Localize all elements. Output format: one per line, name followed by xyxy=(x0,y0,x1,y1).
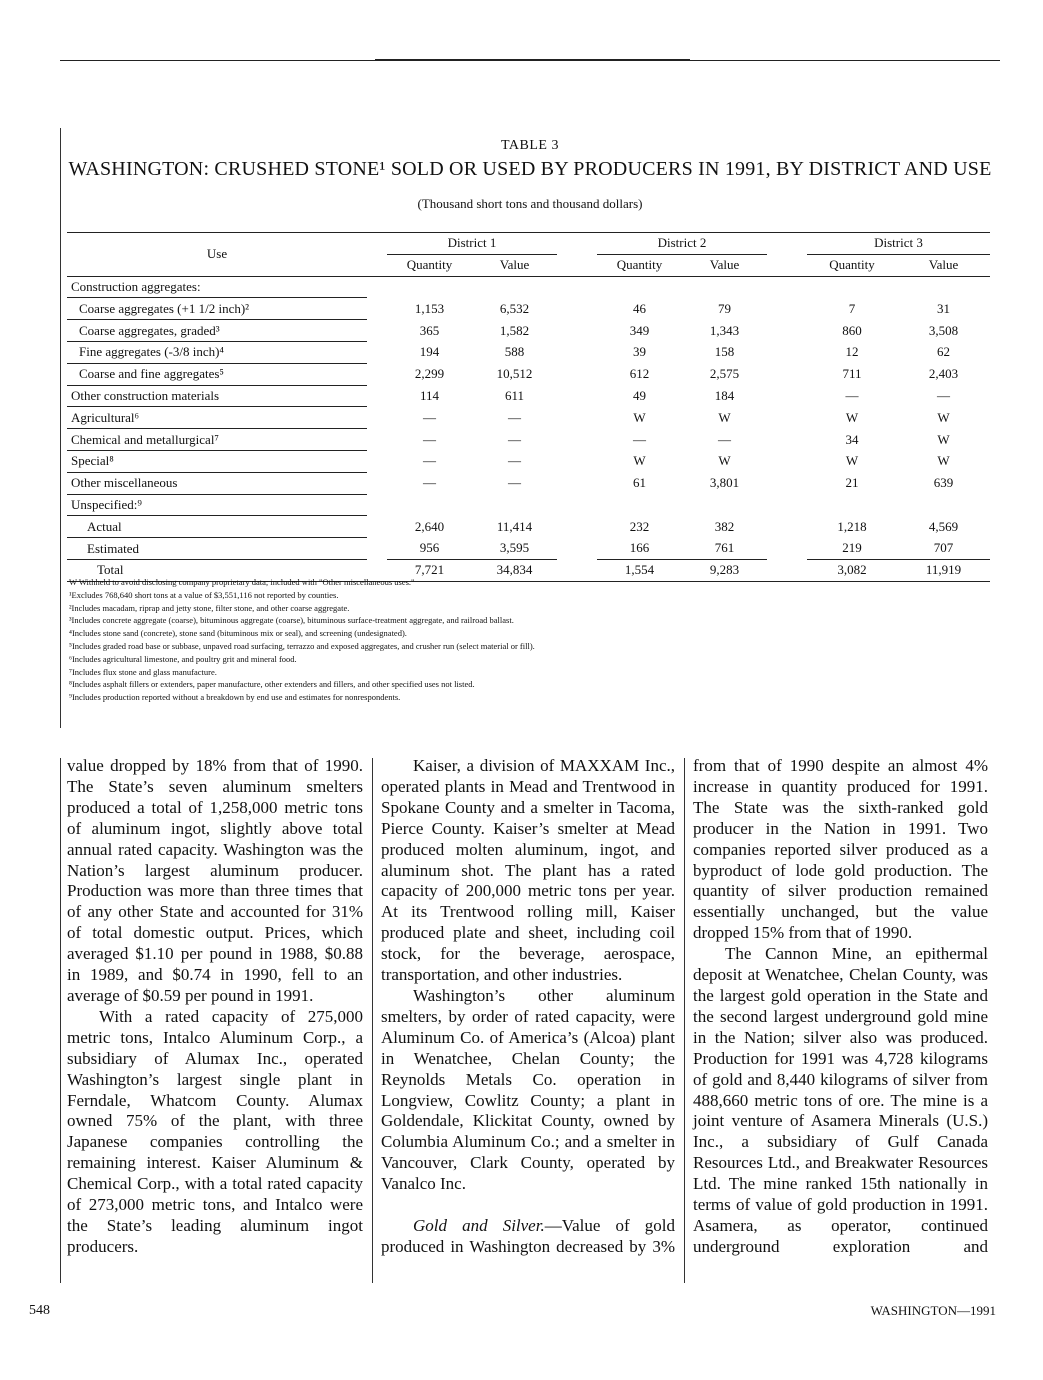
cell: 1,582 xyxy=(499,322,530,338)
cell: — xyxy=(423,431,436,447)
paragraph: from that of 1990 despite an almost 4% increase in quantity produced for 1991. The State was the sixth-ranked gold producer in the Nation in 1991. Two companies reported silver produced as a byproduct of lode gold production. The quantity of silver production remained essentially unchanged, but the value dropped 15% from that of 1990. xyxy=(693,756,988,943)
section-construction: Construction aggregates: xyxy=(67,276,367,298)
cell: W xyxy=(718,453,731,469)
cell: 62 xyxy=(937,344,950,360)
table-units: (Thousand short tons and thousand dollars) xyxy=(417,196,643,211)
text-column-3 xyxy=(693,756,988,1258)
running-title: WASHINGTON—1991 xyxy=(870,1303,996,1318)
table-row xyxy=(67,363,990,385)
cell: 1,554 xyxy=(597,559,682,581)
header-quantity: Quantity xyxy=(807,254,897,276)
footnote: ²Includes macadam, riprap and jetty stone, filter stone, and other coarse aggregate. xyxy=(69,602,350,613)
table-header-row-1 xyxy=(67,233,990,255)
cell: 3,082 xyxy=(807,559,897,581)
cell: W xyxy=(718,409,731,425)
cell: 232 xyxy=(629,518,650,534)
cell: W xyxy=(633,453,646,469)
construction-rows xyxy=(67,298,990,385)
top-rule-thick xyxy=(375,59,690,61)
cell: 49 xyxy=(633,387,646,403)
footnote: ⁴Includes stone sand (concrete), stone sand (bituminous mix or seal), and screening (undesignated). xyxy=(69,628,407,639)
row-label: Coarse aggregates, graded³ xyxy=(67,320,367,342)
footnote: ⁸Includes asphalt fillers or extenders, paper manufacture, other extenders and fillers, and other specified uses not listed. xyxy=(69,679,475,690)
section-unspecified: Unspecified:⁹ xyxy=(67,494,367,516)
cell: 1,343 xyxy=(709,322,740,338)
footnote: ⁵Includes graded road base or subbase, unpaved road surfacing, terrazzo and exposed aggregates, and crusher run (select material or fill). xyxy=(69,641,535,651)
header-value: Value xyxy=(897,254,990,276)
cell: 219 xyxy=(807,538,897,560)
cell: 711 xyxy=(842,366,862,382)
cell: W xyxy=(937,431,950,447)
cell: — xyxy=(633,431,646,447)
table-row-unspecified xyxy=(67,494,990,516)
table-left-rule xyxy=(60,128,61,728)
cell: 382 xyxy=(714,518,735,534)
cell: 184 xyxy=(714,387,735,403)
row-label: Fine aggregates (-3/8 inch)⁴ xyxy=(67,341,367,363)
cell: 34,834 xyxy=(472,559,557,581)
cell: 1,218 xyxy=(837,518,867,534)
row-estimated-label: Estimated xyxy=(67,538,367,560)
cell: 21 xyxy=(845,475,859,491)
cell: W xyxy=(845,453,859,469)
table-row xyxy=(67,450,990,472)
paragraph: value dropped by 18% from that of 1990. The State’s seven aluminum smelters produced a total of 1,258,000 metric tons of aluminum ingot, slightly above total annual rated capacity. Washington was the Nation’s largest aluminum producer. Production was more than three times that of any other State and accounted for 31% of total domestic output. Prices, which averaged $1.10 per pound in 1988, $0.88 in 1989, and $0.74 in 1990, fell to an average of $0.59 per pound in 1991. xyxy=(67,756,363,1005)
cell: 114 xyxy=(419,387,440,403)
left-margin-rule xyxy=(60,758,61,1283)
footnote: W Withheld to avoid disclosing company proprietary data; included with "Other miscellaneous uses." xyxy=(69,577,415,587)
table-row xyxy=(67,385,990,407)
row-label: Other miscellaneous xyxy=(67,472,367,494)
cell: 12 xyxy=(845,344,859,360)
header-quantity: Quantity xyxy=(597,254,682,276)
cell: 194 xyxy=(419,344,440,360)
other-rows xyxy=(67,385,990,494)
cell: — xyxy=(937,387,950,403)
cell: 11,414 xyxy=(496,518,533,534)
cell: 9,283 xyxy=(682,559,767,581)
cell: 761 xyxy=(682,538,767,560)
cell: 611 xyxy=(504,387,525,403)
cell: 31 xyxy=(937,300,950,316)
cell: 158 xyxy=(714,344,735,360)
cell: W xyxy=(633,409,646,425)
cell: 3,801 xyxy=(709,475,740,491)
cell: 7,721 xyxy=(387,559,472,581)
cell: 79 xyxy=(718,300,731,316)
paragraph: Washington’s other aluminum smelters, by order of rated capacity, were Aluminum Co. of America’s (Alcoa) plant in Wenatchee, Chelan County; the Reynolds Metals Co. operation in Longview, Cowlitz County; a plant in Goldendale, Klickitat County, owned by Columbia Aluminum Co.; and a smelter in Vancouver, Clark County, operated by Vanalco Inc. xyxy=(381,985,675,1194)
cell: 3,508 xyxy=(928,322,959,338)
row-actual-label: Actual xyxy=(67,516,367,538)
cell: 2,299 xyxy=(414,366,445,382)
header-value: Value xyxy=(472,254,557,276)
cell: 11,919 xyxy=(897,559,990,581)
row-label: Coarse aggregates (+1 1/2 inch)² xyxy=(67,298,367,320)
table-row xyxy=(67,320,990,342)
row-total-label: Total xyxy=(67,559,367,581)
cell: 10,512 xyxy=(496,366,533,382)
table-row-actual xyxy=(67,516,990,538)
cell: W xyxy=(937,453,950,469)
header-quantity: Quantity xyxy=(387,254,472,276)
cell: 2,640 xyxy=(414,518,445,534)
cell: 860 xyxy=(842,322,862,338)
cell: 2,403 xyxy=(928,366,959,382)
cell: — xyxy=(423,475,436,491)
row-label: Coarse and fine aggregates⁵ xyxy=(67,363,367,385)
cell: — xyxy=(508,475,521,491)
cell: — xyxy=(508,453,521,469)
table-row-construction xyxy=(67,276,990,298)
cell: — xyxy=(423,409,436,425)
paragraph: Kaiser, a division of MAXXAM Inc., operated plants in Mead and Trentwood in Spokane County and a smelter in Tacoma, Pierce County. Kaiser’s smelter at Mead produced molten aluminum, ingot, and aluminum shot. The plant has a rated capacity of 200,000 metric tons per year. At its Trentwood rolling mill, Kaiser produced plate and sheet, including coil stock, for the beverage, aerospace, transportation, and other industries. xyxy=(381,756,675,985)
cell: 3,595 xyxy=(472,538,557,560)
cell: 956 xyxy=(387,538,472,560)
header-district-2: District 2 xyxy=(597,233,767,255)
cell: W xyxy=(937,409,950,425)
cell: 39 xyxy=(633,344,646,360)
table-row xyxy=(67,429,990,451)
column-rule-1 xyxy=(372,758,373,1283)
cell: 365 xyxy=(419,322,440,338)
cell: 4,569 xyxy=(928,518,959,534)
footnote: ¹Excludes 768,640 short tons at a value of $3,551,116 not reported by counties. xyxy=(69,589,339,600)
cell: 349 xyxy=(629,322,650,338)
cell: 707 xyxy=(897,538,990,560)
header-district-3: District 3 xyxy=(807,233,990,255)
cell: 612 xyxy=(629,366,650,382)
page-number: 548 xyxy=(29,1303,50,1318)
cell: 6,532 xyxy=(499,300,530,316)
footnote: ⁶Includes agricultural limestone, and poultry grit and mineral food. xyxy=(69,653,297,664)
cell: 1,153 xyxy=(414,300,445,316)
cell: — xyxy=(423,453,436,469)
table-row xyxy=(67,407,990,429)
table-row xyxy=(67,341,990,363)
table-row xyxy=(67,298,990,320)
cell: 639 xyxy=(933,475,954,491)
footnote: ⁷Includes flux stone and glass manufacture. xyxy=(69,666,217,677)
column-rule-2 xyxy=(684,758,685,1283)
cell: 166 xyxy=(597,538,682,560)
table-title: WASHINGTON: CRUSHED STONE¹ SOLD OR USED BY PRODUCERS IN 1991, BY DISTRICT AND USE xyxy=(68,158,992,180)
text-column-2 xyxy=(381,756,675,1258)
paragraph: With a rated capacity of 275,000 metric tons, Intalco Aluminum Corp., a subsidiary of Alumax Inc., operated Washington’s largest single plant in Ferndale, Whatcom County. Alumax owned 75% of the plant, with three Japanese companies controlling the remaining interest. Kaiser Aluminum & Chemical Corp., with a total rated capacity of 273,000 metric tons, and Intalco were the State’s leading aluminum ingot producers. xyxy=(67,1006,363,1256)
header-use: Use xyxy=(67,233,367,277)
cell: — xyxy=(718,431,731,447)
row-label: Other construction materials xyxy=(67,385,367,407)
header-district-1: District 1 xyxy=(387,233,557,255)
cell: W xyxy=(845,409,859,425)
gold-silver-heading: Gold and Silver. xyxy=(413,1216,545,1236)
cell: 588 xyxy=(504,344,525,360)
header-value: Value xyxy=(682,254,767,276)
footnote: ³Includes concrete aggregate (coarse), bituminous aggregate (coarse), bituminous surface-treatment aggregate, and railroad ballast. xyxy=(69,615,514,626)
paragraph: The Cannon Mine, an epithermal deposit at Wenatchee, Chelan County, was the largest gold operation in the State and the second largest underground gold mine in the Nation; silver also was produced. Production for 1991 was 4,728 kilograms of gold and 8,440 kilograms of silver from 488,660 metric tons of ore. The mine is a joint venture of Asamera Minerals (U.S.) Inc., a subsidiary of Gulf Canada Resources Ltd., and Breakwater Resources Ltd. The mine ranked 15th nationally in terms of value of gold production in 1991. Asamera, as operator, continued underground exploration and xyxy=(693,944,988,1256)
footnote: ⁹Includes production reported without a breakdown by end use and estimates for nonrespondents. xyxy=(69,692,401,703)
text-column-1 xyxy=(67,756,363,1258)
gold-silver-text: —Value of gold produced in Washington decreased by 3% xyxy=(381,1216,675,1256)
crushed-stone-table xyxy=(67,232,990,582)
row-label: Special⁸ xyxy=(67,450,367,472)
cell: — xyxy=(508,409,521,425)
table-row xyxy=(67,472,990,494)
cell: 61 xyxy=(633,475,646,491)
row-label: Chemical and metallurgical⁷ xyxy=(67,429,367,451)
table-row-estimated xyxy=(67,538,990,560)
table-number: TABLE 3 xyxy=(501,138,559,153)
cell: 46 xyxy=(633,300,646,316)
cell: 2,575 xyxy=(709,366,740,382)
cell: — xyxy=(508,431,521,447)
row-label: Agricultural⁶ xyxy=(67,407,367,429)
cell: — xyxy=(845,387,859,403)
cell: 34 xyxy=(845,431,859,447)
cell: 7 xyxy=(848,300,856,316)
